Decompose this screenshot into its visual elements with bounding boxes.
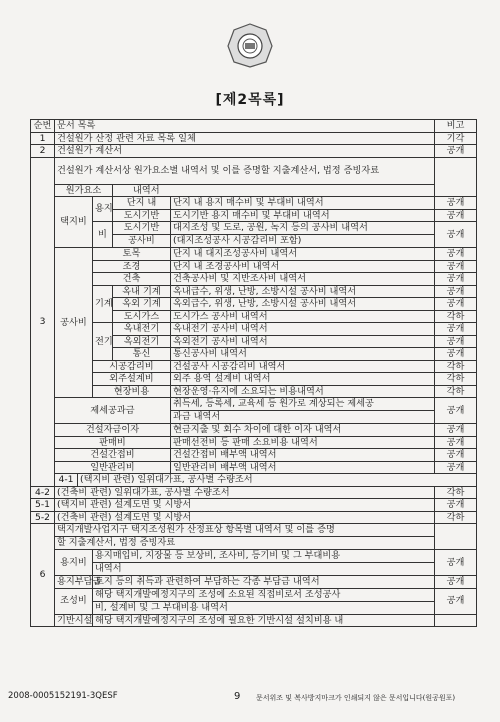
table-row: 비, 설계비 및 그 부대비용 내역서: [31, 601, 477, 614]
page-number: 9: [234, 691, 241, 702]
table-row: 용지비 용지매입비, 지장물 등 보상비, 조사비, 등기비 및 그 부대비용 공개: [31, 550, 477, 563]
table-row: 도시기반 도시기반 용지 매수비 및 부대비 내역서 공개: [31, 209, 477, 222]
table-row: 5-2 (건축비 관련) 설계도면 및 시방서 각하: [31, 511, 477, 524]
table-row: 4-2 (건축비 관련) 일위대가표, 공사별 수량조서 각하: [31, 486, 477, 499]
table-row: 4-1 (택지비 관련) 일위대가표, 공사별 수량조서: [31, 474, 477, 487]
table-row: 3 건설원가 계산서상 원가요소별 내역서 및 이를 증명할 지출계산서, 법정 증빙자료: [31, 157, 477, 184]
anti-forgery-notice: 문서위조 및 복사방지마크가 인쇄되지 않은 문서입니다(원공원포): [256, 694, 456, 702]
table-row: 기반시설 해당 택지개발예정지구의 조성에 필요한 기반시설 설치비용 내: [31, 614, 477, 627]
document-title: [제2목록]: [215, 92, 285, 108]
header-name: 문서 목록: [55, 120, 435, 133]
table-row: 택지비 용지 단지 내 단지 내 용지 매수비 및 부대비 내역서 공개: [31, 197, 477, 210]
table-row: 5-1 (택지비 관련) 설계도면 및 시방서 공개: [31, 499, 477, 512]
table-row: 일반관리비 일반관리비 배부액 내역서 공개: [31, 461, 477, 474]
table-row: 1 건설원가 산정 관련 자료 목록 일체 기각: [31, 132, 477, 145]
table-row: 원가요소 내역서: [31, 184, 477, 197]
table-row: 비 도시기반 대지조성 및 도로, 공원, 녹지 등의 공사비 내역서 공개: [31, 222, 477, 235]
header-no: 순번: [31, 120, 55, 133]
table-row: 조경 단지 내 조경공사비 내역서 공개: [31, 260, 477, 273]
table-row: 건축 건축공사비 및 지반조사비 내역서 공개: [31, 273, 477, 286]
header-note: 비고: [435, 120, 477, 133]
table-header-row: [31, 120, 477, 133]
table-row: 할 지출계산서, 법정 증빙자료: [31, 537, 477, 550]
document-serial-number: 2008-0005152191-3QESF: [8, 691, 118, 701]
table-row: 건설간접비 건설간접비 배부액 내역서 공개: [31, 449, 477, 462]
document-list-table: [30, 119, 477, 627]
table-row: 옥외 기계 옥외급수, 위생, 난방, 소방시설 공사비 내역서 공개: [31, 298, 477, 311]
table-row: 2 건설원가 계산서 공개: [31, 145, 477, 158]
table-row: 공사비 토목 단지 내 대지조성공사비 내역서 공개: [31, 248, 477, 261]
table-row: 시공감리비 건설공사 시공감리비 내역서 각하: [31, 360, 477, 373]
table-row: 용지부담금 토지 등의 취득과 관련하여 부담하는 각종 부담금 내역서 공개: [31, 576, 477, 589]
table-row: 옥외전기 옥외전기 공사비 내역서 공개: [31, 335, 477, 348]
table-row: 내역서: [31, 563, 477, 576]
table-row: 과금 내역서: [31, 411, 477, 424]
table-row: 공사비 (대지조성공사 시공감리비 포함): [31, 235, 477, 248]
table-row: 판매비 판매선전비 등 판매 소요비용 내역서 공개: [31, 436, 477, 449]
court-seal-emblem: [226, 22, 274, 68]
table-row: 전기 옥내전기 옥내전기 공사비 내역서 공개: [31, 323, 477, 336]
table-row: 외주설계비 외주 용역 설계비 내역서 각하: [31, 373, 477, 386]
table-row: 현장비용 현장운영·유지에 소요되는 비용내역서 각하: [31, 385, 477, 398]
table-row: 6 택지개발사업지구 택지조성원가 산정표상 항목별 내역서 및 이를 증명: [31, 524, 477, 537]
table-row: 기계 옥내 기계 옥내급수, 위생, 난방, 소방시설 공사비 내역서 공개: [31, 285, 477, 298]
table-row: 조성비 해당 택지개발예정지구의 조성에 소요된 직접비로서 조성공사 공개: [31, 588, 477, 601]
table-row: 건설자금이자 현금지출 및 회수 차이에 대한 이자 내역서 공개: [31, 424, 477, 437]
table-row: 통신 통신공사비 내역서 공개: [31, 348, 477, 361]
table-row: 도시가스 도시가스 공사비 내역서 각하: [31, 310, 477, 323]
table-row: 제세공과금 취득세, 등록세, 교육세 등 원가로 계상되는 제세공 공개: [31, 398, 477, 411]
